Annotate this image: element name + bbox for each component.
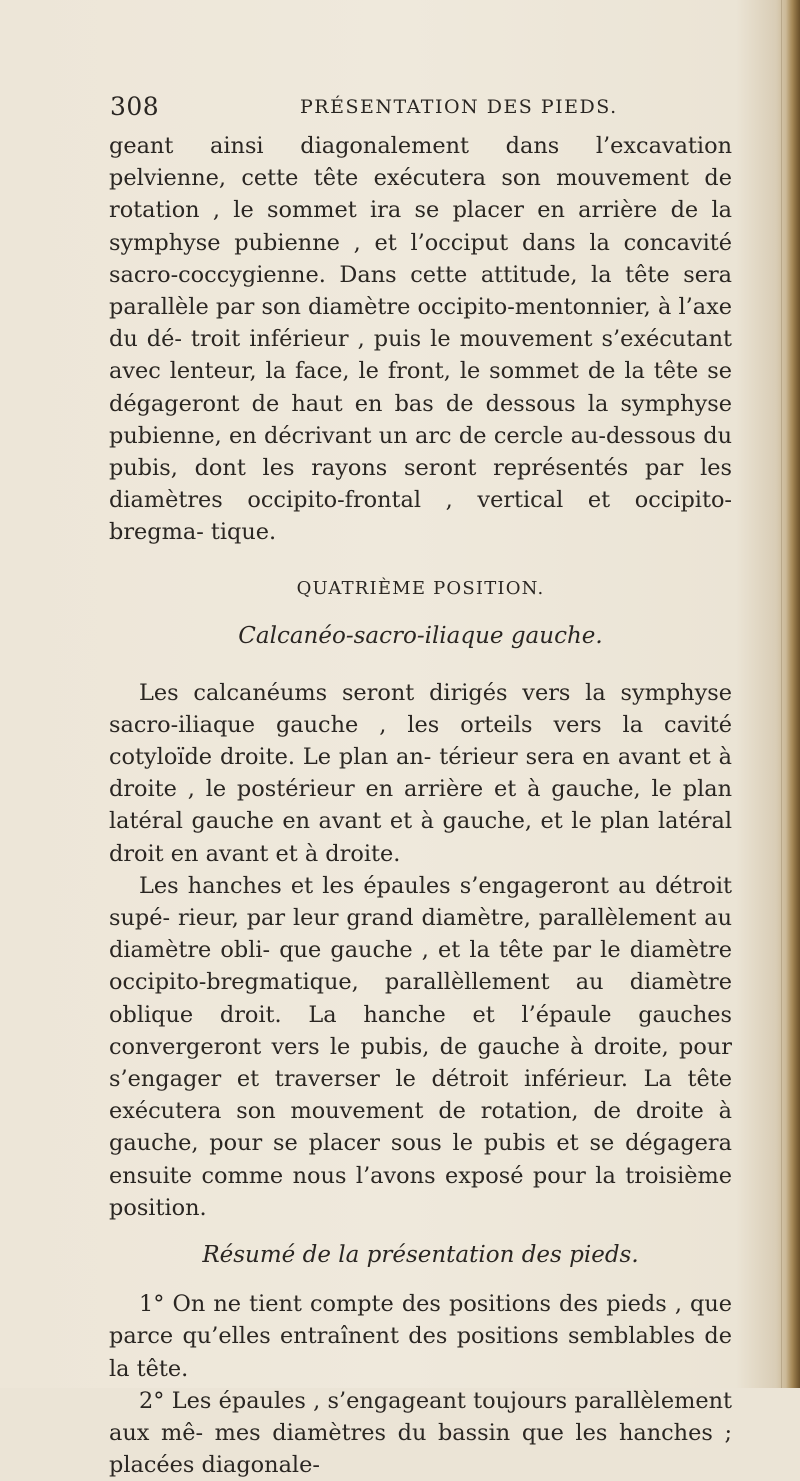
running-title: PRÉSENTATION DES PIEDS. (300, 96, 618, 118)
page-edge-line (781, 0, 782, 1388)
main-text (109, 130, 732, 1481)
paragraph-continuation: geant ainsi diagonalement dans l’excavation pelvienne, cette tête exécutera son mouvement de rotation , le sommet ira se placer en arrière de la symphyse pubienne , et l’occiput dans la concavité sacro-coccygienne. Dans cette attitude, la tête sera parallèle par son diamètre occipito-mentonnier, à l’axe du dé- troit inférieur , puis le mouvement s’exécutant avec lenteur, la face, le front, le sommet de la tête se dégageront de haut en bas de dessous la symphyse pubienne, en décrivant un arc de cercle au-dessous du pubis, dont les rayons seront représentés par les diamètres occipito-frontal , vertical et occipito-bregma- tique. (109, 133, 732, 546)
running-header (110, 92, 730, 122)
position-subheading: Calcanéo-sacro-iliaque gauche. (238, 622, 603, 649)
page-number: 308 (110, 92, 160, 121)
paragraph-hanches: Les hanches et les épaules s’engageront au détroit supé- rieur, par leur grand diamètre, parallèlement au diamètre obli- que gauche , et la tête par le diamètre occipito-bregmatique, parallèllement au diamètre oblique droit. La hanche et l’épaule gauches convergeront vers le pubis, de gauche à droite, pour s’engager et traverser le détroit inférieur. La tête exécutera son mouvement de rotation, de droite à gauche, pour se placer sous le pubis et se dégagera ensuite comme nous l’avons exposé pour la troisième position. (109, 872, 732, 1221)
section-heading: QUATRIÈME POSITION. (296, 577, 545, 599)
summary-item-1: 1° On ne tient compte des positions des pieds , que parce qu’elles entraînent des positions semblables de la tête. (109, 1291, 732, 1382)
paragraph-calcaneums: Les calcanéums seront dirigés vers la symphyse sacro-iliaque gauche , les orteils vers la cavité cotyloïde droite. Le plan an- térieur sera en avant et à droite , le postérieur en arrière et à gauche, le plan latéral gauche en avant et à gauche, et le plan latéral droit en avant et à droite. (109, 679, 732, 867)
resume-heading: Résumé de la présentation des pieds. (202, 1242, 639, 1269)
page-edge-shadow (786, 0, 800, 1388)
summary-item-2: 2° Les épaules , s’engageant toujours parallèlement aux mê- mes diamètres du bassin que les hanches ; placées diagonale- (109, 1387, 732, 1479)
